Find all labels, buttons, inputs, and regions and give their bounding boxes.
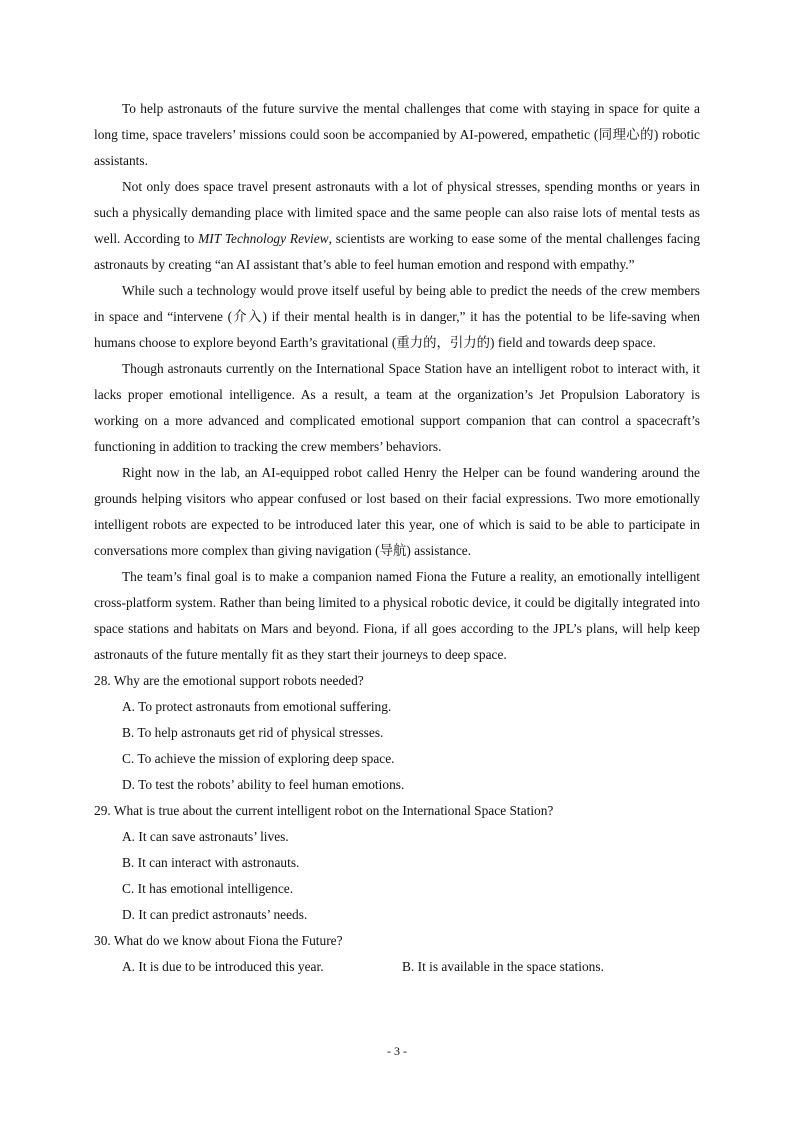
question-28-option-a: A. To protect astronauts from emotional suffering. xyxy=(122,699,392,714)
question-30-stem: 30. What do we know about Fiona the Future? xyxy=(94,933,343,948)
question-30-option-a: A. It is due to be introduced this year. xyxy=(122,959,324,974)
question-29-option-d: D. It can predict astronauts’ needs. xyxy=(122,907,308,922)
paragraph-2-text-end: , scientists are working to ease some of the mental challenges facing astronauts by creating “an AI assistant that’s able to feel human emotion and respond with empathy.” xyxy=(94,231,701,272)
paragraph-2-text-start: Not only does space travel present astronauts with a lot of physical stresses, spending months or years in such a physically demanding place with limited space and the same people can also raise lots of mental tests as well. According to xyxy=(94,179,700,246)
document-page xyxy=(94,96,700,980)
question-28-option-b: B. To help astronauts get rid of physical stresses. xyxy=(122,725,384,740)
question-29-stem: 29. What is true about the current intelligent robot on the International Space Station? xyxy=(94,803,554,818)
passage-paragraph-4: Though astronauts currently on the International Space Station have an intelligent robot to interact with, it lacks proper emotional intelligence. As a result, a team at the organization’s Jet Propulsion Laboratory is working on a more advanced and complicated emotional support companion that can control a spacecraft’s functioning in addition to tracking the crew members’ behaviors. xyxy=(94,361,700,454)
question-29-option-c: C. It has emotional intelligence. xyxy=(122,881,294,896)
question-30-option-b: B. It is available in the space stations. xyxy=(402,959,604,974)
passage-paragraph-5: Right now in the lab, an AI-equipped robot called Henry the Helper can be found wandering around the grounds helping visitors who appear confused or lost based on their facial expressions. Two more emotionally intelligent robots are expected to be introduced later this year, one of which is said to be able to participate in conversations more complex than giving navigation (导航) assistance. xyxy=(94,465,700,558)
question-29-option-a: A. It can save astronauts’ lives. xyxy=(122,829,289,844)
passage-paragraph-3: While such a technology would prove itself useful by being able to predict the needs of the crew members in space and “intervene (介入) if their mental health is in danger,” it has the potential to be life-saving when humans choose to explore beyond Earth’s gravitational (重力的，引力的) field and towards deep space. xyxy=(94,283,700,350)
question-28-option-c: C. To achieve the mission of exploring deep space. xyxy=(122,751,395,766)
magazine-title: MIT Technology Review xyxy=(198,231,329,246)
passage-paragraph-6: The team’s final goal is to make a companion named Fiona the Future a reality, an emotionally intelligent cross-platform system. Rather than being limited to a physical robotic device, it could be digitally integrated into space stations and habitats on Mars and beyond. Fiona, if all goes according to the JPL’s plans, will help keep astronauts of the future mentally fit as they start their journeys to deep space. xyxy=(94,569,700,662)
passage-paragraph-2 xyxy=(94,174,700,278)
question-28-stem: 28. Why are the emotional support robots needed? xyxy=(94,673,364,688)
question-30-options-row xyxy=(94,954,700,980)
page-number: - 3 - xyxy=(387,1044,407,1058)
question-29-option-b: B. It can interact with astronauts. xyxy=(122,855,300,870)
question-28-option-d: D. To test the robots’ ability to feel human emotions. xyxy=(122,777,405,792)
passage-paragraph-1: To help astronauts of the future survive the mental challenges that come with staying in space for quite a long time, space travelers’ missions could soon be accompanied by AI-powered, empathetic (同理心的) robotic assistants. xyxy=(94,101,700,168)
